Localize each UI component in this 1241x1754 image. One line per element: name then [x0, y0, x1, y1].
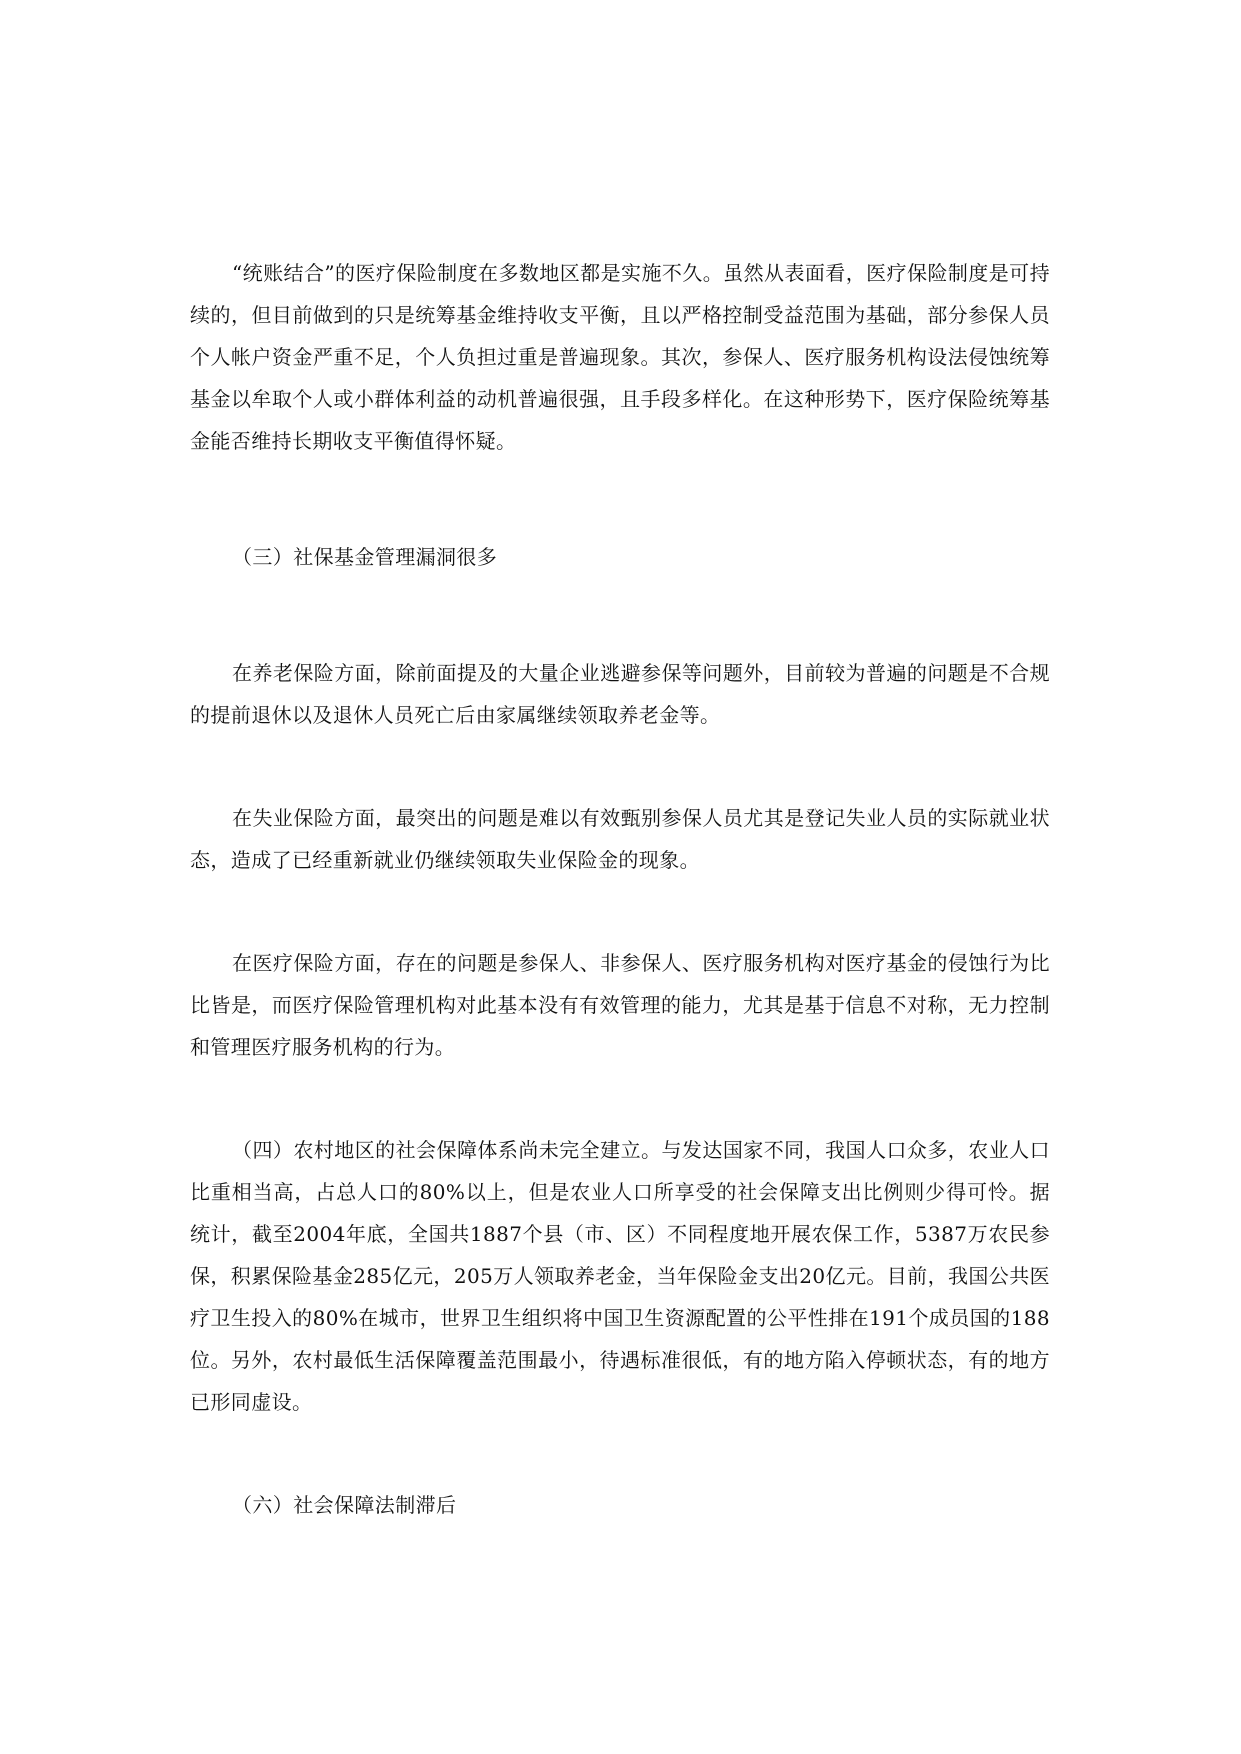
paragraph-rural-social-security: （四）农村地区的社会保障体系尚未完全建立。与发达国家不同，我国人口众多，农业人口比重相当高，占总人口的80%以上，但是农业人口所享受的社会保障支出比例则少得可怜。据统计，截至2004年底，全国共1887个县（市、区）不同程度地开展农保工作，5387万农民参保，积累保险基金285亿元，205万人领取养老金，当年保险金支出20亿元。目前，我国公共医疗卫生投入的80%在城市，世界卫生组织将中国卫生资源配置的公平性排在191个成员国的188位。另外，农村最低生活保障覆盖范围最小，待遇标准很低，有的地方陷入停顿状态，有的地方已形同虚设。 — [190, 1138, 1050, 1414]
paragraph-pension-insurance: 在养老保险方面，除前面提及的大量企业逃避参保等问题外，目前较为普遍的问题是不合规的提前退休以及退休人员死亡后由家属继续领取养老金等。 — [190, 661, 1050, 727]
paragraph-medical-insurance-sustainability: “统账结合”的医疗保险制度在多数地区都是实施不久。虽然从表面看，医疗保险制度是可持续的，但目前做到的只是统筹基金维持收支平衡，且以严格控制受益范围为基础，部分参保人员个人帐户资金严重不足，个人负担过重是普遍现象。其次，参保人、医疗服务机构设法侵蚀统筹基金以牟取个人或小群体利益的动机普遍很强，且手段多样化。在这种形势下，医疗保险统筹基金能否维持长期收支平衡值得怀疑。 — [190, 261, 1050, 453]
document-body — [190, 252, 1050, 1526]
section-heading-6: （六）社会保障法制滞后 — [232, 1493, 457, 1517]
section-heading-3: （三）社保基金管理漏洞很多 — [232, 545, 498, 569]
paragraph-medical-insurance-issues: 在医疗保险方面，存在的问题是参保人、非参保人、医疗服务机构对医疗基金的侵蚀行为比比皆是，而医疗保险管理机构对此基本没有有效管理的能力，尤其是基于信息不对称，无力控制和管理医疗服务机构的行为。 — [190, 951, 1050, 1059]
paragraph-unemployment-insurance: 在失业保险方面，最突出的问题是难以有效甄别参保人员尤其是登记失业人员的实际就业状态，造成了已经重新就业仍继续领取失业保险金的现象。 — [190, 806, 1050, 872]
